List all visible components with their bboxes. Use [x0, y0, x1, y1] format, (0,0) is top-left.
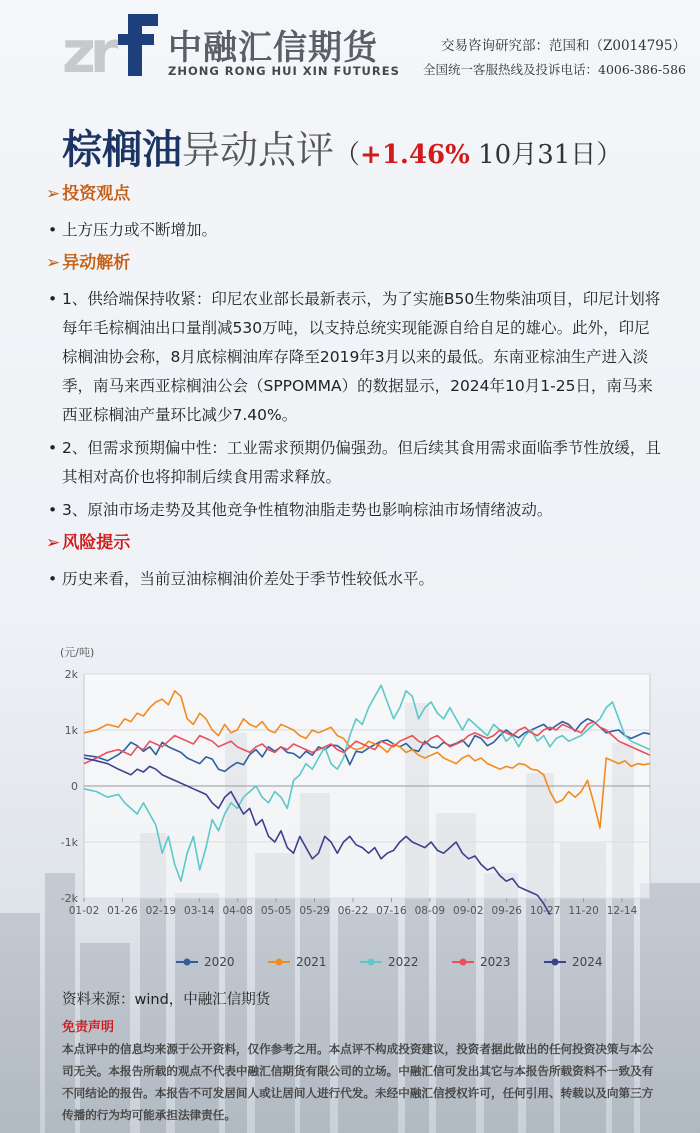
section-heading — [46, 529, 662, 557]
report-header — [0, 0, 700, 105]
list-item: • 1、供给端保持收紧：印尼农业部长最新表示，为了实施B50生物柴油项目，印尼计划将每年毛棕榈油出口量削减530万吨，以支持总统实现能源自给自足的雄心。此外，印尼棕榈油协会称，8月底棕榈油库存降至2019年3月以来的最低。东南亚棕油生产进入淡季，南马来西亚棕榈油公会（SPPOMMA）的数据显示，2024年10月1-25日，南马来西亚棕榈油产量环比减少7.40%。 — [46, 285, 662, 430]
service-hotline: 全国统一客服热线及投诉电话：4006-386-586 — [423, 62, 686, 77]
x-tick-label: 12-14 — [606, 905, 638, 917]
report-title — [62, 118, 622, 175]
company-name-cn: 中融汇信期货 — [168, 28, 378, 68]
title-type: 异动点评 — [182, 128, 335, 172]
unit-label: (元/吨) — [60, 646, 95, 659]
y-tick-label: 2k — [64, 668, 78, 681]
x-tick-label: 05-29 — [299, 905, 330, 917]
title-paren-open: （ — [334, 140, 361, 170]
section-heading — [46, 249, 662, 277]
legend-marker — [552, 959, 559, 966]
list-item: • 2、但需求预期偏中性：工业需求预期仍偏强劲。但后续其食用需求面临季节性放缓，且其相对高价也将抑制后续食用需求释放。 — [46, 434, 662, 492]
legend-marker — [460, 959, 467, 966]
analyst-contact: 交易咨询研究部：范国和（Z0014795） — [440, 38, 686, 54]
title-commodity: 棕榈油 — [62, 126, 182, 173]
company-name-en: ZHONG RONG HUI XIN FUTURES — [168, 64, 400, 78]
y-tick-label: -1k — [60, 836, 78, 849]
x-tick-label: 11-20 — [568, 905, 599, 917]
legend-marker — [276, 959, 283, 966]
title-paren-close: ） — [596, 140, 623, 170]
x-tick-label: 08-09 — [414, 905, 446, 917]
x-tick-label: 09-02 — [453, 905, 484, 917]
legend-marker — [368, 959, 375, 966]
section-heading-text: 风险提示 — [62, 533, 131, 553]
x-tick-label: 01-26 — [107, 905, 138, 917]
svg-text:zr: zr — [62, 18, 113, 78]
report-date — [470, 140, 596, 170]
x-tick-label: 05-05 — [260, 905, 292, 917]
list-item: • 历史来看，当前豆油棕榈油价差处于季节性较低水平。 — [46, 565, 662, 594]
section-heading-text: 投资观点 — [62, 184, 131, 204]
x-tick-label: 02-19 — [145, 905, 177, 917]
y-tick-label: 1k — [64, 724, 78, 737]
legend-label: 2020 — [204, 955, 235, 969]
x-tick-label: 01-02 — [68, 905, 100, 917]
x-tick-label: 04-08 — [222, 905, 253, 917]
list-item: • 上方压力或不断增加。 — [46, 216, 662, 245]
y-tick-label: 0 — [71, 780, 78, 793]
report-body — [46, 180, 662, 598]
list-item: • 3、原油市场走势及其他竞争性植物油脂走势也影响棕油市场情绪波动。 — [46, 496, 662, 525]
disclaimer-title: 免责声明 — [62, 1020, 115, 1035]
legend-label: 2021 — [296, 955, 327, 969]
y-tick-label: -2k — [60, 892, 78, 905]
spread-chart — [56, 640, 666, 980]
legend-label: 2024 — [572, 955, 603, 969]
report-date-text: 10月31日 — [478, 140, 597, 170]
x-tick-label: 06-22 — [337, 905, 369, 917]
section-heading — [46, 180, 662, 208]
arrow-icon: ➢ — [46, 253, 61, 273]
line-chart-svg — [56, 640, 666, 980]
x-tick-label: 09-26 — [491, 905, 522, 917]
data-source: 资料来源：wind，中融汇信期货 — [62, 992, 271, 1008]
price-change: +1.46% — [360, 140, 470, 170]
section-heading-text: 异动解析 — [62, 253, 131, 273]
legend-label: 2022 — [388, 955, 419, 969]
disclaimer-text: 本点评中的信息均来源于公开资料，仅作参考之用。本点评不构成投资建议，投资者据此做出的任何投资决策与本公司无关。本报告所载的观点不代表中融汇信期货有限公司的立场。中融汇信可发出其它与本报告所载资料不一致及有不同结论的报告。本报告不可发居间人或让居间人进行代发。未经中融汇信授权许可，任何引用、转载以及向第三方传播的行为均可能承担法律责任。 — [62, 1042, 654, 1122]
legend-label: 2023 — [480, 955, 511, 969]
x-tick-label: 07-16 — [376, 905, 407, 917]
arrow-icon: ➢ — [46, 184, 61, 204]
x-tick-label: 03-14 — [184, 905, 215, 917]
x-tick-label: 10-27 — [529, 905, 561, 917]
company-logo-icon — [62, 12, 158, 78]
arrow-icon: ➢ — [46, 533, 61, 553]
legend-marker — [184, 959, 191, 966]
